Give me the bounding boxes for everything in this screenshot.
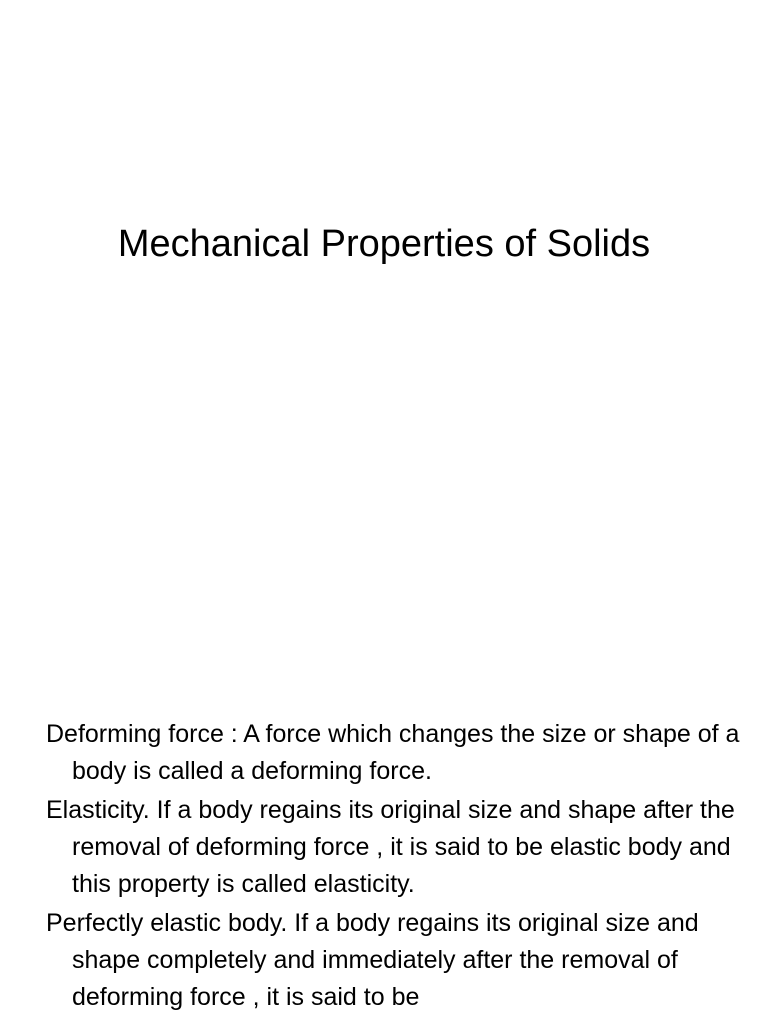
title-slide	[0, 0, 768, 500]
slide-title: Mechanical Properties of Solids	[117, 223, 651, 265]
definition-perfectly-elastic-body: Perfectly elastic body. If a body regains its original size and shape completely and immediately after the removal of deforming force , it is said to be	[46, 909, 699, 1011]
definition-elasticity: Elasticity. If a body regains its original size and shape after the removal of deforming force , it is said to be elastic body and this property is called elasticity.	[46, 796, 735, 898]
content-slide-body	[46, 716, 746, 1024]
definition-deforming-force: Deforming force : A force which changes the size or shape of a body is called a deforming force.	[46, 720, 740, 785]
